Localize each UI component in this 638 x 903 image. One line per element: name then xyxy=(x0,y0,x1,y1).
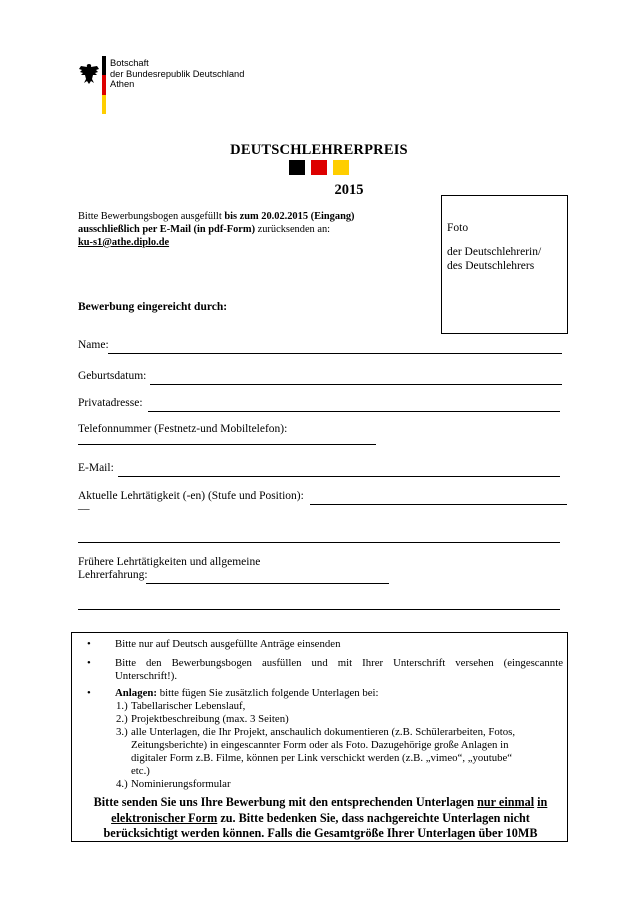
attachment-item-cont: digitaler Form z.B. Filme, können per Link verschickt werden (z.B. „vimeo“, „youtube“ xyxy=(131,752,513,764)
flag-square-red xyxy=(311,160,327,175)
current-position-field-2[interactable] xyxy=(78,542,560,543)
note-text: bitte fügen Sie zusätzlich folgende Unterlagen bei: xyxy=(157,687,379,699)
note-text: Bitte den Bewerbungsbogen ausfüllen und mit Ihrer Unterschrift versehen (eingescannte xyxy=(115,657,563,669)
attachments-label: Anlagen: xyxy=(115,687,157,699)
address-field[interactable] xyxy=(148,411,560,412)
final-notice: Bitte senden Sie uns Ihre Bewerbung mit den entsprechenden Unterlagen nur einmal in elektronischer Form zu. Bitte bedenken Sie, dass nachgereichte Unterlagen nicht berücksichtigt werden können. Falls die Gesamtgröße Ihrer Unterlagen über 10MB xyxy=(93,795,548,840)
format-note: ausschließlich per E-Mail (in pdf-Form) xyxy=(78,223,256,235)
attachment-item: 3.) alle Unterlagen, die Ihr Projekt, anschaulich dokumentieren (z.B. Schülerarbeiten, Fotos, xyxy=(116,726,516,738)
federal-eagle-icon xyxy=(78,62,100,86)
attachment-item: 2.) Projektbeschreibung (max. 3 Seiten) xyxy=(116,713,289,725)
former-positions-field-2[interactable] xyxy=(78,609,560,610)
email-field[interactable] xyxy=(118,476,560,477)
current-position-label: Aktuelle Lehrtätigkeit (-en) (Stufe und Position): xyxy=(78,490,304,502)
name-field[interactable] xyxy=(108,353,562,354)
flag-square-black xyxy=(289,160,305,175)
email-label: E-Mail: xyxy=(78,462,114,474)
current-position-continuation: __ xyxy=(78,499,90,511)
submitted-by-heading: Bewerbung eingereicht durch: xyxy=(78,301,228,313)
former-positions-label: Frühere Lehrtätigkeiten und allgemeine xyxy=(78,556,261,568)
flag-bar xyxy=(102,56,106,114)
phone-label: Telefonnummer (Festnetz-und Mobiltelefon): xyxy=(78,423,288,435)
attachment-item-cont: Zeitungsberichte) in eingescannter Form oder als Foto. Dazugehörige große Anlagen in xyxy=(131,739,509,751)
birthdate-field[interactable] xyxy=(150,384,562,385)
note-text: Bitte nur auf Deutsch ausgefüllte Anträge einsenden xyxy=(115,638,341,650)
embassy-line: der Bundesrepublik Deutschland xyxy=(110,68,245,79)
former-positions-label-2: Lehrerfahrung: xyxy=(78,569,148,581)
photo-label: Foto xyxy=(447,222,469,234)
email-link[interactable]: ku-s1@athe.diplo.de xyxy=(78,236,170,248)
notes-box: • Bitte nur auf Deutsch ausgefüllte Anträge einsenden • Bitte den Bewerbungsbogen ausfüllen und mit Ihrer Unterschrift versehen (eingescannte Unterschrift!). • Anlagen: bitte fügen Sie zusätzlich folgende Unterlagen bei: 1.) Tabellarischer Lebenslauf, 2.) Projektbeschreibung (max. 3 Seiten) 3.) alle Unterlagen, die Ihr Projekt, anschaulich dokumentieren (z.B. Schülerarbeiten, Fotos, Zeitungsberichte) in eingescannter Form oder als Foto. Dazugehörige große Anlagen in digitaler Form z.B. Filme, können per Link verschickt werden (z.B. „vimeo“, „youtube“ etc.) 4.) Nominierungsformular Bitte senden Sie uns Ihre Bewerbung mit den entsprechenden Unterlagen nur einmal in elektronischer Form zu. Bitte bedenken Sie, dass nachgereichte Unterlagen nicht berücksichtigt werden können. Falls die Gesamtgröße Ihrer Unterlagen über 10MB xyxy=(71,632,568,842)
instr-text: zurücksenden an: xyxy=(255,223,331,235)
flag-squares xyxy=(289,160,355,175)
embassy-name xyxy=(110,58,244,90)
birthdate-label: Geburtsdatum: xyxy=(78,370,147,382)
attachment-item-cont: etc.) xyxy=(131,765,150,777)
address-label: Privatadresse: xyxy=(78,397,143,409)
deadline: bis zum 20.02.2015 (Eingang) xyxy=(224,211,355,222)
photo-caption: des Deutschlehrers xyxy=(447,260,535,272)
name-label: Name: xyxy=(78,339,109,351)
embassy-line: Botschaft xyxy=(110,58,149,68)
photo-box xyxy=(441,195,568,334)
phone-field[interactable] xyxy=(78,444,376,445)
embassy-line: Athen xyxy=(110,79,135,89)
instr-text: Bitte Bewerbungsbogen ausgefüllt xyxy=(78,211,225,222)
note-text: Unterschrift!). xyxy=(115,670,178,682)
attachment-item: 4.) Nominierungsformular xyxy=(116,778,231,790)
attachment-item: 1.) Tabellarischer Lebenslauf, xyxy=(116,700,246,712)
instructions xyxy=(78,211,355,249)
flag-square-gold xyxy=(333,160,349,175)
year: 2015 xyxy=(334,182,364,198)
page-title: DEUTSCHLEHRERPREIS xyxy=(230,142,408,158)
photo-caption: der Deutschlehrerin/ xyxy=(447,246,542,258)
current-position-field[interactable] xyxy=(310,504,567,505)
former-positions-field[interactable] xyxy=(146,583,389,584)
